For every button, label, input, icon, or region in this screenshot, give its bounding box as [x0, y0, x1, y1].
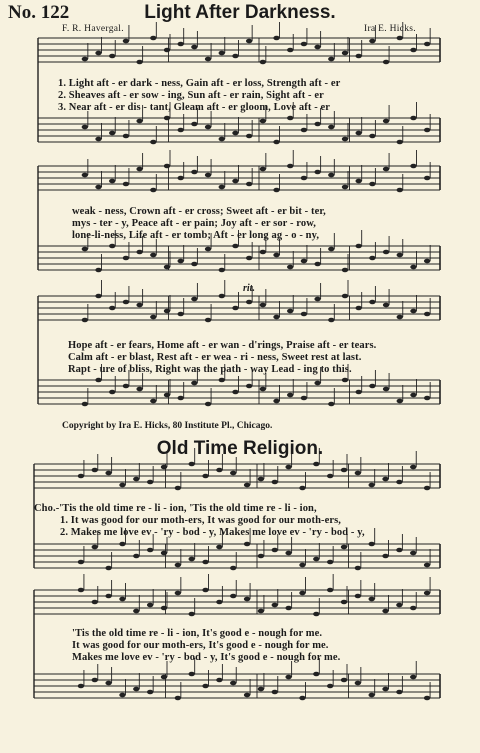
note-head	[314, 170, 320, 175]
note-head	[191, 170, 197, 175]
note-head	[328, 173, 334, 178]
note-head	[301, 259, 307, 264]
note-head	[272, 548, 278, 553]
note-head	[383, 250, 389, 255]
note-head	[369, 39, 375, 44]
note-head	[205, 402, 211, 407]
note-head	[410, 164, 416, 169]
note-head	[191, 45, 197, 50]
note-head	[313, 612, 319, 617]
note-head	[369, 182, 375, 187]
note-head	[314, 262, 320, 267]
note-head	[369, 134, 375, 139]
note-head	[355, 179, 361, 184]
note-head	[273, 399, 279, 404]
hymn-title: Light After Darkness.	[144, 2, 336, 23]
note-head	[177, 128, 183, 133]
note-head	[82, 247, 88, 252]
note-head	[164, 48, 170, 53]
note-head	[133, 687, 139, 692]
note-head	[244, 542, 250, 547]
note-head	[92, 545, 98, 550]
note-head	[232, 179, 238, 184]
note-head	[219, 294, 225, 299]
lyricist-credit: F. R. Havergal.	[62, 24, 124, 34]
note-head	[147, 690, 153, 695]
note-head	[410, 265, 416, 270]
note-head	[202, 560, 208, 565]
note-head	[368, 483, 374, 488]
note-head	[424, 563, 430, 568]
note-head	[299, 696, 305, 701]
note-head	[136, 387, 142, 392]
note-head	[177, 176, 183, 181]
note-head	[355, 594, 361, 599]
note-head	[260, 303, 266, 308]
note-head	[246, 39, 252, 44]
lyric-line: 1. Light aft - er dark - ness, Gain aft - er loss, Strength aft - er	[58, 78, 341, 89]
note-head	[133, 554, 139, 559]
note-head	[136, 60, 142, 65]
note-head	[341, 545, 347, 550]
note-head	[150, 315, 156, 320]
note-head	[342, 294, 348, 299]
note-head	[355, 54, 361, 59]
note-head	[105, 594, 111, 599]
note-head	[383, 119, 389, 124]
note-head	[123, 300, 129, 305]
note-head	[246, 256, 252, 261]
note-head	[342, 185, 348, 190]
note-head	[383, 60, 389, 65]
note-head	[396, 690, 402, 695]
note-head	[424, 259, 430, 264]
note-head	[232, 306, 238, 311]
note-head	[424, 591, 430, 596]
note-head	[175, 591, 181, 596]
note-head	[355, 390, 361, 395]
note-head	[136, 303, 142, 308]
note-head	[424, 396, 430, 401]
note-head	[397, 315, 403, 320]
note-head	[202, 474, 208, 479]
note-head	[150, 36, 156, 41]
note-head	[95, 294, 101, 299]
note-head	[109, 179, 115, 184]
note-head	[287, 309, 293, 314]
note-head	[410, 551, 416, 556]
note-head	[161, 465, 167, 470]
note-head	[246, 134, 252, 139]
note-head	[410, 606, 416, 611]
note-head	[396, 548, 402, 553]
note-head	[314, 381, 320, 386]
note-head	[244, 483, 250, 488]
note-head	[164, 393, 170, 398]
note-head	[95, 137, 101, 142]
note-head	[105, 566, 111, 571]
note-head	[123, 384, 129, 389]
note-head	[383, 303, 389, 308]
note-head	[150, 253, 156, 258]
note-head	[368, 597, 374, 602]
note-head	[136, 167, 142, 172]
note-head	[216, 468, 222, 473]
note-head	[328, 57, 334, 62]
note-head	[285, 465, 291, 470]
note-head	[368, 693, 374, 698]
note-head	[397, 140, 403, 145]
note-head	[219, 185, 225, 190]
note-head	[301, 396, 307, 401]
note-head	[205, 57, 211, 62]
note-head	[188, 612, 194, 617]
note-head	[161, 551, 167, 556]
lyric-line: 1. It was good for our moth-ers, It was good for our moth-ers,	[60, 515, 342, 526]
note-head	[328, 318, 334, 323]
note-head	[164, 265, 170, 270]
note-head	[285, 606, 291, 611]
note-head	[150, 188, 156, 193]
note-head	[216, 678, 222, 683]
note-head	[382, 477, 388, 482]
note-head	[136, 119, 142, 124]
note-head	[272, 603, 278, 608]
note-head	[410, 48, 416, 53]
note-head	[119, 483, 125, 488]
note-head	[164, 164, 170, 169]
note-head	[95, 268, 101, 273]
note-head	[191, 262, 197, 267]
note-head	[205, 318, 211, 323]
note-head	[287, 265, 293, 270]
note-head	[150, 140, 156, 145]
note-head	[205, 173, 211, 178]
note-head	[219, 268, 225, 273]
note-head	[205, 247, 211, 252]
note-head	[123, 182, 129, 187]
note-head	[287, 393, 293, 398]
note-head	[397, 399, 403, 404]
note-head	[82, 173, 88, 178]
note-head	[232, 244, 238, 249]
note-head	[355, 566, 361, 571]
note-head	[273, 188, 279, 193]
note-head	[313, 462, 319, 467]
note-head	[314, 122, 320, 127]
note-head	[78, 560, 84, 565]
tempo-marking: rit.	[243, 283, 255, 294]
hymn-number: No. 122	[8, 2, 70, 23]
note-head	[341, 468, 347, 473]
note-head	[246, 384, 252, 389]
note-head	[341, 600, 347, 605]
note-head	[327, 588, 333, 593]
note-head	[219, 378, 225, 383]
lyric-line: 'Tis the old time re - li - ion, It's good e - nough for me.	[72, 628, 323, 639]
lyric-line: It was good for our moth-ers, It's good e - nough for me.	[72, 640, 329, 651]
note-head	[161, 606, 167, 611]
note-head	[397, 253, 403, 258]
note-head	[327, 560, 333, 565]
note-head	[342, 51, 348, 56]
note-head	[313, 557, 319, 562]
note-head	[258, 687, 264, 692]
note-head	[244, 597, 250, 602]
lyric-line: mys - ter - y, Peace aft - er pain; Joy aft - er sor - row,	[72, 218, 317, 229]
lyric-line: Hope aft - er fears, Home aft - er wan - d'rings, Praise aft - er tears.	[68, 340, 377, 351]
note-head	[355, 306, 361, 311]
note-head	[355, 471, 361, 476]
note-head	[232, 390, 238, 395]
note-head	[424, 486, 430, 491]
note-head	[342, 378, 348, 383]
note-head	[191, 297, 197, 302]
note-head	[397, 36, 403, 41]
note-head	[410, 116, 416, 121]
note-head	[164, 116, 170, 121]
note-head	[341, 678, 347, 683]
copyright-notice: Copyright by Ira E. Hicks, 80 Institute Pl., Chicago.	[62, 421, 273, 431]
note-head	[246, 182, 252, 187]
lyric-line: 2. Sheaves aft - er sow - ing, Sun aft - er rain, Sight aft - er	[58, 90, 324, 101]
lyric-line: lone-li-ness, Life aft - er tomb; Aft - er long ag - o - ny,	[72, 230, 320, 241]
note-head	[82, 57, 88, 62]
note-head	[258, 477, 264, 482]
note-head	[299, 486, 305, 491]
note-head	[191, 381, 197, 386]
note-head	[109, 244, 115, 249]
note-head	[230, 681, 236, 686]
lyric-line: 3. Near aft - er dis - tant, Gleam aft - er gloom, Love aft - er	[58, 102, 331, 113]
note-head	[202, 588, 208, 593]
note-head	[327, 684, 333, 689]
note-head	[260, 167, 266, 172]
note-head	[301, 128, 307, 133]
note-head	[272, 480, 278, 485]
note-head	[202, 684, 208, 689]
note-head	[161, 675, 167, 680]
note-head	[164, 309, 170, 314]
note-head	[369, 256, 375, 261]
note-head	[105, 471, 111, 476]
note-head	[410, 465, 416, 470]
note-head	[175, 486, 181, 491]
note-head	[109, 306, 115, 311]
note-head	[287, 48, 293, 53]
note-head	[314, 45, 320, 50]
note-head	[382, 554, 388, 559]
note-head	[232, 54, 238, 59]
note-head	[383, 387, 389, 392]
note-head	[287, 116, 293, 121]
note-head	[410, 393, 416, 398]
note-head	[147, 480, 153, 485]
note-head	[424, 312, 430, 317]
note-head	[273, 36, 279, 41]
note-head	[424, 42, 430, 47]
note-head	[424, 696, 430, 701]
note-head	[342, 137, 348, 142]
note-head	[258, 554, 264, 559]
note-head	[109, 54, 115, 59]
note-head	[105, 681, 111, 686]
note-head	[285, 675, 291, 680]
note-head	[397, 188, 403, 193]
note-head	[301, 312, 307, 317]
note-head	[246, 300, 252, 305]
note-head	[78, 684, 84, 689]
note-head	[191, 122, 197, 127]
note-head	[119, 693, 125, 698]
note-head	[147, 548, 153, 553]
lyric-line: Cho.-'Tis the old time re - li - ion, 'Tis the old time re - li - ion,	[34, 503, 317, 514]
note-head	[175, 563, 181, 568]
note-head	[92, 678, 98, 683]
note-head	[260, 119, 266, 124]
note-head	[327, 474, 333, 479]
note-head	[410, 309, 416, 314]
note-head	[424, 128, 430, 133]
note-head	[123, 39, 129, 44]
note-head	[78, 588, 84, 593]
note-head	[299, 591, 305, 596]
composer-credit: Ira E. Hicks.	[364, 24, 416, 34]
note-head	[230, 471, 236, 476]
note-head	[328, 247, 334, 252]
note-head	[119, 597, 125, 602]
note-head	[313, 672, 319, 677]
note-head	[230, 594, 236, 599]
note-head	[244, 693, 250, 698]
note-head	[109, 390, 115, 395]
note-head	[219, 51, 225, 56]
lyric-line: Makes me love ev - 'ry - bod - y, It's good e - nough for me.	[72, 652, 341, 663]
lyric-line: Calm aft - er blast, Rest aft - er wea - ri - ness, Sweet rest at last.	[68, 352, 362, 363]
note-head	[205, 125, 211, 130]
note-head	[188, 462, 194, 467]
note-head	[396, 603, 402, 608]
note-head	[396, 480, 402, 485]
note-head	[424, 176, 430, 181]
note-head	[232, 131, 238, 136]
note-head	[301, 176, 307, 181]
hymn-title: Old Time Religion.	[156, 438, 324, 459]
note-head	[95, 51, 101, 56]
note-head	[273, 253, 279, 258]
note-head	[177, 396, 183, 401]
note-head	[383, 167, 389, 172]
note-head	[177, 259, 183, 264]
note-head	[188, 557, 194, 562]
note-head	[382, 687, 388, 692]
note-head	[273, 140, 279, 145]
note-head	[82, 402, 88, 407]
note-head	[219, 137, 225, 142]
note-head	[92, 468, 98, 473]
note-head	[260, 387, 266, 392]
note-head	[301, 42, 307, 47]
note-head	[95, 378, 101, 383]
note-head	[355, 681, 361, 686]
note-head	[133, 609, 139, 614]
note-head	[272, 690, 278, 695]
note-head	[177, 42, 183, 47]
note-head	[285, 551, 291, 556]
note-head	[287, 164, 293, 169]
note-head	[216, 545, 222, 550]
lyric-line: weak - ness, Crown aft - er cross; Sweet aft - er bit - ter,	[72, 206, 326, 217]
note-head	[109, 131, 115, 136]
note-head	[82, 125, 88, 130]
note-head	[328, 125, 334, 130]
note-head	[382, 609, 388, 614]
note-head	[410, 675, 416, 680]
note-head	[260, 250, 266, 255]
lyric-line: Rapt - ure of bliss, Right was the path - way Lead - ing to this.	[68, 364, 352, 375]
note-head	[314, 297, 320, 302]
note-head	[95, 185, 101, 190]
note-head	[260, 60, 266, 65]
note-head	[177, 312, 183, 317]
note-head	[78, 474, 84, 479]
note-head	[150, 399, 156, 404]
note-head	[355, 131, 361, 136]
note-head	[258, 609, 264, 614]
note-head	[92, 600, 98, 605]
note-head	[368, 542, 374, 547]
lyric-line: 2. Makes me love ev - 'ry - bod - y, Makes me love ev - 'ry - bod - y,	[60, 527, 365, 538]
note-head	[119, 542, 125, 547]
note-head	[328, 402, 334, 407]
note-head	[123, 134, 129, 139]
note-head	[369, 300, 375, 305]
note-head	[273, 315, 279, 320]
note-head	[230, 566, 236, 571]
note-head	[147, 603, 153, 608]
note-head	[82, 318, 88, 323]
note-head	[216, 600, 222, 605]
note-head	[299, 563, 305, 568]
note-head	[188, 672, 194, 677]
note-head	[133, 477, 139, 482]
note-head	[136, 250, 142, 255]
note-head	[369, 384, 375, 389]
note-head	[355, 244, 361, 249]
note-head	[175, 696, 181, 701]
note-head	[342, 268, 348, 273]
note-head	[123, 256, 129, 261]
